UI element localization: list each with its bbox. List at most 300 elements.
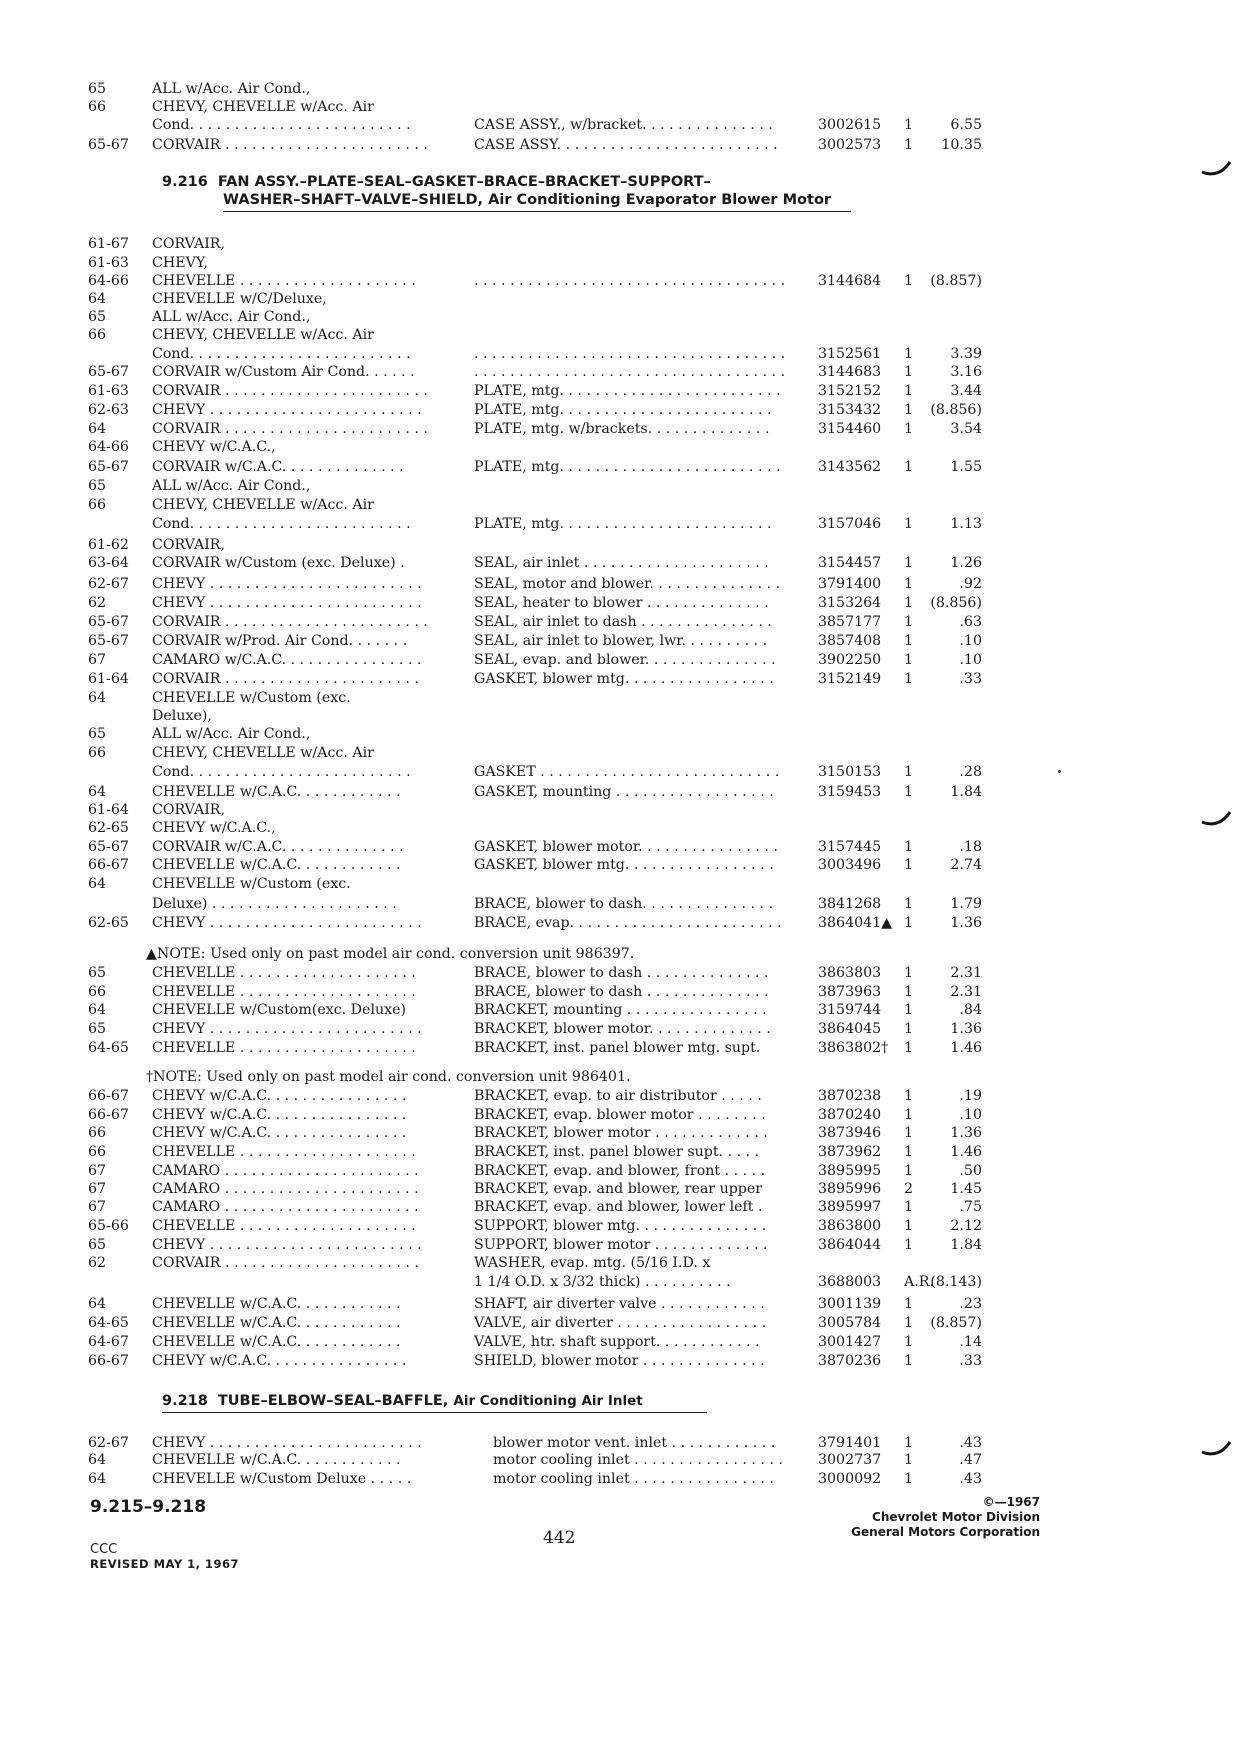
description-cell: PLATE, mtg. w/brackets. . . . . . . . . . . . . . — [474, 421, 770, 437]
quantity-cell: 1 — [904, 915, 914, 931]
model-cell: Cond. . . . . . . . . . . . . . . . . . . . . . . . . — [152, 346, 411, 362]
quantity-cell: 1 — [904, 137, 914, 153]
footer-ccc: CCC — [90, 1542, 118, 1557]
description-cell: WASHER, evap. mtg. (5/16 I.D. x — [474, 1255, 711, 1271]
table-row — [0, 363, 1248, 381]
model-cell: CAMARO . . . . . . . . . . . . . . . . . . . . . . — [152, 1181, 419, 1197]
table-row — [0, 326, 1248, 344]
price-cell: 1.84 — [950, 1237, 982, 1253]
price-cell: .19 — [959, 1088, 982, 1104]
model-cell: CHEVELLE w/Custom (exc. — [152, 876, 351, 892]
quantity-cell: 1 — [904, 1452, 914, 1468]
model-cell: CHEVY w/C.A.C. . . . . . . . . . . . . . . . — [152, 1353, 407, 1369]
table-row — [0, 838, 1248, 856]
table-row — [0, 496, 1248, 514]
price-cell: .10 — [959, 652, 982, 668]
year-cell: 64-67 — [88, 1334, 129, 1350]
description-cell: . . . . . . . . . . . . . . . . . . . . . . . . . . . . . . . . . . . — [474, 364, 786, 380]
description-cell: BRACKET, evap. to air distributor . . . . . — [474, 1088, 762, 1104]
model-cell: CHEVY . . . . . . . . . . . . . . . . . . . . . . . . — [152, 595, 422, 611]
table-row — [0, 1039, 1248, 1057]
table-row — [0, 401, 1248, 419]
year-cell: 66 — [88, 745, 107, 761]
quantity-cell: A.R. — [904, 1274, 934, 1290]
table-row — [0, 80, 1248, 98]
margin-tick-mark — [1200, 810, 1232, 832]
quantity-cell: 1 — [904, 1040, 914, 1056]
part-number-cell: 3001427 — [818, 1334, 882, 1350]
description-cell: BRACKET, evap. and blower, front . . . . . — [474, 1163, 766, 1179]
description-cell: SHIELD, blower motor . . . . . . . . . . . . . . — [474, 1353, 765, 1369]
price-cell: 6.55 — [950, 117, 982, 133]
table-row — [0, 1333, 1248, 1351]
description-cell: BRACE, blower to dash. . . . . . . . . . . . . . . — [474, 896, 774, 912]
page-number: 442 — [543, 1528, 576, 1548]
price-cell: 10.35 — [941, 137, 982, 153]
table-row — [0, 1180, 1248, 1198]
year-cell: 61-63 — [88, 383, 129, 399]
part-number-cell: 3857177 — [818, 614, 882, 630]
model-cell: CHEVELLE w/C.A.C. . . . . . . . . . . . — [152, 1315, 401, 1331]
model-cell: CORVAIR . . . . . . . . . . . . . . . . . . . . . . . — [152, 421, 428, 437]
part-number-cell: 3864045 — [818, 1021, 882, 1037]
quantity-cell: 1 — [904, 1107, 914, 1123]
margin-tick-mark — [1200, 160, 1232, 182]
model-cell: CHEVELLE w/Custom(exc. Deluxe) — [152, 1002, 407, 1018]
year-cell: 62-63 — [88, 402, 129, 418]
table-row — [0, 1236, 1248, 1254]
year-cell: 64 — [88, 1471, 107, 1487]
section-heading-9216-line2 — [223, 192, 831, 208]
model-cell: CORVAIR . . . . . . . . . . . . . . . . . . . . . . . — [152, 383, 428, 399]
model-cell: CHEVELLE . . . . . . . . . . . . . . . . . . . . — [152, 965, 416, 981]
part-number-cell: 3000092 — [818, 1471, 882, 1487]
table-row — [0, 477, 1248, 495]
description-cell: SEAL, air inlet to dash . . . . . . . . . . . . . . . — [474, 614, 772, 630]
description-cell: SHAFT, air diverter valve . . . . . . . . . . . . — [474, 1296, 765, 1312]
model-cell: ALL w/Acc. Air Cond., — [152, 81, 311, 97]
section-subtitle: Air Conditioning Air Inlet — [453, 1393, 643, 1409]
price-cell: .33 — [959, 671, 982, 687]
table-row — [0, 1451, 1248, 1469]
table-row — [0, 895, 1248, 913]
description-cell: CASE ASSY. . . . . . . . . . . . . . . . . . . . . . . . . — [474, 137, 778, 153]
table-row — [0, 1106, 1248, 1124]
part-number-cell: 3895995 — [818, 1163, 882, 1179]
table-row — [0, 689, 1248, 707]
table-row — [0, 1020, 1248, 1038]
table-row — [0, 536, 1248, 554]
model-cell: CORVAIR w/Custom Air Cond. . . . . . — [152, 364, 415, 380]
quantity-cell: 1 — [904, 364, 914, 380]
description-cell: SEAL, motor and blower. . . . . . . . . . . . . . . — [474, 576, 781, 592]
section-underline — [162, 1412, 707, 1413]
table-row — [0, 613, 1248, 631]
quantity-cell: 1 — [904, 984, 914, 1000]
price-cell: .10 — [959, 633, 982, 649]
part-number-cell: 3144683 — [818, 364, 882, 380]
part-number-cell: 3159453 — [818, 784, 882, 800]
section-subtitle: Air Conditioning Evaporator Blower Motor — [488, 192, 832, 208]
part-number-cell: 3870236 — [818, 1353, 882, 1369]
model-cell: CHEVELLE . . . . . . . . . . . . . . . . . . . . — [152, 1218, 416, 1234]
year-cell: 64 — [88, 291, 107, 307]
description-cell: SEAL, air inlet to blower, lwr. . . . . . . . . . — [474, 633, 768, 649]
model-cell: CHEVELLE . . . . . . . . . . . . . . . . . . . . — [152, 1040, 416, 1056]
table-row — [0, 1162, 1248, 1180]
model-cell: CORVAIR w/Prod. Air Cond. . . . . . . — [152, 633, 408, 649]
part-number-cell: 3002615 — [818, 117, 882, 133]
model-cell: Cond. . . . . . . . . . . . . . . . . . . . . . . . . — [152, 516, 411, 532]
year-cell: 65-67 — [88, 459, 129, 475]
part-number-cell: 3873946 — [818, 1125, 882, 1141]
table-row — [0, 1254, 1248, 1272]
description-cell: BRACKET, evap. blower motor . . . . . . . . — [474, 1107, 766, 1123]
year-cell: 64 — [88, 421, 107, 437]
description-cell: SEAL, evap. and blower. . . . . . . . . . . . . . . — [474, 652, 776, 668]
table-row — [0, 875, 1248, 893]
part-number-cell: 3864041▲ — [818, 915, 893, 931]
price-cell: .14 — [959, 1334, 982, 1350]
year-cell: 64-65 — [88, 1315, 129, 1331]
model-cell: ALL w/Acc. Air Cond., — [152, 478, 311, 494]
price-cell: (8.856) — [930, 402, 982, 418]
margin-tick-mark — [1200, 1440, 1232, 1462]
year-cell: 65 — [88, 726, 107, 742]
part-number-cell: 3001139 — [818, 1296, 882, 1312]
price-cell: 2.31 — [950, 984, 982, 1000]
price-cell: 1.45 — [950, 1181, 982, 1197]
part-number-cell: 3863803 — [818, 965, 882, 981]
price-cell: .23 — [959, 1296, 982, 1312]
table-row — [0, 116, 1248, 134]
model-cell: CORVAIR, — [152, 537, 225, 553]
quantity-cell: 1 — [904, 383, 914, 399]
part-number-cell: 3157046 — [818, 516, 882, 532]
year-cell: 61-67 — [88, 236, 129, 252]
part-number-cell: 3791400 — [818, 576, 882, 592]
table-row — [0, 575, 1248, 593]
price-cell: (8.857) — [930, 1315, 982, 1331]
table-row — [0, 554, 1248, 572]
price-cell: 1.79 — [950, 896, 982, 912]
model-cell: Deluxe), — [152, 708, 212, 724]
description-cell: BRACE, blower to dash . . . . . . . . . . . . . . — [474, 965, 769, 981]
quantity-cell: 1 — [904, 1334, 914, 1350]
model-cell: CHEVY, CHEVELLE w/Acc. Air — [152, 745, 374, 761]
table-row — [0, 1087, 1248, 1105]
year-cell: 66 — [88, 1144, 107, 1160]
description-cell: BRACKET, evap. and blower, lower left . — [474, 1199, 763, 1215]
footnote-triangle: ▲NOTE: Used only on past model air cond. conversion unit 986397. — [146, 946, 635, 962]
model-cell: CHEVY w/C.A.C., — [152, 820, 276, 836]
price-cell: .43 — [959, 1471, 982, 1487]
part-number-cell: 3002573 — [818, 137, 882, 153]
part-number-cell: 3841268 — [818, 896, 882, 912]
copyright: ©—1967 — [982, 1495, 1040, 1509]
table-row — [0, 1434, 1248, 1452]
quantity-cell: 1 — [904, 671, 914, 687]
price-cell: .63 — [959, 614, 982, 630]
table-row — [0, 819, 1248, 837]
description-cell: BRACKET, blower motor. . . . . . . . . . . . . . — [474, 1021, 771, 1037]
table-row — [0, 1470, 1248, 1488]
section-title-line2: WASHER–SHAFT–VALVE–SHIELD, — [223, 192, 484, 208]
table-row — [0, 1314, 1248, 1332]
scan-speck — [1058, 770, 1061, 773]
part-number-cell: 3864044 — [818, 1237, 882, 1253]
model-cell: CHEVY w/C.A.C. . . . . . . . . . . . . . . . — [152, 1088, 407, 1104]
table-row — [0, 1295, 1248, 1313]
year-cell: 64 — [88, 1452, 107, 1468]
price-cell: .43 — [959, 1435, 982, 1451]
quantity-cell: 1 — [904, 614, 914, 630]
section-code: 9.216 — [162, 174, 208, 190]
year-cell: 67 — [88, 652, 107, 668]
quantity-cell: 1 — [904, 576, 914, 592]
year-cell: 64 — [88, 1296, 107, 1312]
quantity-cell: 1 — [904, 346, 914, 362]
year-cell: 62-65 — [88, 915, 129, 931]
description-cell: motor cooling inlet . . . . . . . . . . . . . . . . — [493, 1471, 774, 1487]
description-cell: . . . . . . . . . . . . . . . . . . . . . . . . . . . . . . . . . . . — [474, 346, 786, 362]
quantity-cell: 1 — [904, 633, 914, 649]
year-cell: 62-67 — [88, 576, 129, 592]
quantity-cell: 1 — [904, 1021, 914, 1037]
part-number-cell: 3688003 — [818, 1274, 882, 1290]
section-underline — [223, 211, 851, 212]
year-cell: 64 — [88, 1002, 107, 1018]
model-cell: CORVAIR . . . . . . . . . . . . . . . . . . . . . . — [152, 1255, 419, 1271]
price-cell: 3.39 — [950, 346, 982, 362]
quantity-cell: 1 — [904, 764, 914, 780]
model-cell: CHEVELLE w/C.A.C. . . . . . . . . . . . — [152, 1296, 401, 1312]
part-number-cell: 3152152 — [818, 383, 882, 399]
model-cell: CHEVY . . . . . . . . . . . . . . . . . . . . . . . . — [152, 576, 422, 592]
quantity-cell: 2 — [904, 1181, 914, 1197]
table-row — [0, 438, 1248, 456]
description-cell: SEAL, heater to blower . . . . . . . . . . . . . . — [474, 595, 769, 611]
quantity-cell: 1 — [904, 857, 914, 873]
quantity-cell: 1 — [904, 402, 914, 418]
model-cell: CHEVELLE w/Custom (exc. — [152, 690, 351, 706]
quantity-cell: 1 — [904, 1315, 914, 1331]
year-cell: 61-63 — [88, 255, 129, 271]
part-number-cell: 3863802† — [818, 1040, 889, 1056]
table-row — [0, 136, 1248, 154]
description-cell: blower motor vent. inlet . . . . . . . . . . . . — [493, 1435, 776, 1451]
price-cell: 1.36 — [950, 1125, 982, 1141]
model-cell: CORVAIR w/C.A.C. . . . . . . . . . . . . . — [152, 459, 404, 475]
part-number-cell: 3153264 — [818, 595, 882, 611]
part-number-cell: 3152561 — [818, 346, 882, 362]
table-row — [0, 783, 1248, 801]
model-cell: CHEVELLE w/C.A.C. . . . . . . . . . . . — [152, 1334, 401, 1350]
description-cell: SEAL, air inlet . . . . . . . . . . . . . . . . . . . . . — [474, 555, 769, 571]
quantity-cell: 1 — [904, 273, 914, 289]
description-cell: PLATE, mtg. . . . . . . . . . . . . . . . . . . . . . . . . — [474, 383, 781, 399]
model-cell: ALL w/Acc. Air Cond., — [152, 726, 311, 742]
part-number-cell: 3791401 — [818, 1435, 882, 1451]
description-cell: VALVE, air diverter . . . . . . . . . . . . . . . . . — [474, 1315, 767, 1331]
year-cell: 66 — [88, 99, 107, 115]
model-cell: Cond. . . . . . . . . . . . . . . . . . . . . . . . . — [152, 764, 411, 780]
part-number-cell: 3005784 — [818, 1315, 882, 1331]
year-cell: 61-62 — [88, 537, 129, 553]
table-row — [0, 458, 1248, 476]
quantity-cell: 1 — [904, 784, 914, 800]
year-cell: 65-66 — [88, 1218, 129, 1234]
year-cell: 61-64 — [88, 671, 129, 687]
year-cell: 64-66 — [88, 273, 129, 289]
part-number-cell: 3157445 — [818, 839, 882, 855]
table-row — [0, 235, 1248, 253]
description-cell: GASKET, blower mtg. . . . . . . . . . . . . . . . . — [474, 671, 774, 687]
model-cell: CHEVELLE . . . . . . . . . . . . . . . . . . . . — [152, 984, 416, 1000]
table-row — [0, 1273, 1248, 1291]
year-cell: 66-67 — [88, 1353, 129, 1369]
table-row — [0, 983, 1248, 1001]
year-cell: 66 — [88, 1125, 107, 1141]
year-cell: 65-67 — [88, 364, 129, 380]
price-cell: 1.13 — [950, 516, 982, 532]
price-cell: 2.31 — [950, 965, 982, 981]
price-cell: 1.36 — [950, 915, 982, 931]
description-cell: BRACKET, evap. and blower, rear upper — [474, 1181, 763, 1197]
quantity-cell: 1 — [904, 1144, 914, 1160]
description-cell: PLATE, mtg. . . . . . . . . . . . . . . . . . . . . . . . — [474, 516, 772, 532]
description-cell: PLATE, mtg. . . . . . . . . . . . . . . . . . . . . . . . — [474, 402, 772, 418]
table-row — [0, 707, 1248, 725]
price-cell: .50 — [959, 1163, 982, 1179]
model-cell: CHEVY, — [152, 255, 208, 271]
year-cell: 65 — [88, 309, 107, 325]
year-cell: 64 — [88, 690, 107, 706]
year-cell: 65-67 — [88, 839, 129, 855]
description-cell: VALVE, htr. shaft support. . . . . . . . . . . . — [474, 1334, 760, 1350]
table-row — [0, 1352, 1248, 1370]
year-cell: 65 — [88, 965, 107, 981]
model-cell: CHEVY w/C.A.C., — [152, 439, 276, 455]
quantity-cell: 1 — [904, 1237, 914, 1253]
model-cell: CAMARO . . . . . . . . . . . . . . . . . . . . . . — [152, 1163, 419, 1179]
year-cell: 67 — [88, 1199, 107, 1215]
year-cell: 65 — [88, 1237, 107, 1253]
price-cell: 1.46 — [950, 1040, 982, 1056]
quantity-cell: 1 — [904, 1353, 914, 1369]
part-number-cell: 3870238 — [818, 1088, 882, 1104]
part-number-cell: 3154457 — [818, 555, 882, 571]
model-cell: CORVAIR, — [152, 802, 225, 818]
model-cell: CORVAIR . . . . . . . . . . . . . . . . . . . . . . . — [152, 137, 428, 153]
price-cell: 1.26 — [950, 555, 982, 571]
part-number-cell: 3863800 — [818, 1218, 882, 1234]
model-cell: CHEVY w/C.A.C. . . . . . . . . . . . . . . . — [152, 1107, 407, 1123]
year-cell: 62-67 — [88, 1435, 129, 1451]
model-cell: CHEVELLE w/C/Deluxe, — [152, 291, 327, 307]
model-cell: CORVAIR w/C.A.C. . . . . . . . . . . . . . — [152, 839, 404, 855]
part-number-cell: 3857408 — [818, 633, 882, 649]
description-cell: GASKET . . . . . . . . . . . . . . . . . . . . . . . . . . . — [474, 764, 780, 780]
table-row — [0, 744, 1248, 762]
price-cell: .10 — [959, 1107, 982, 1123]
price-cell: 3.44 — [950, 383, 982, 399]
table-row — [0, 594, 1248, 612]
part-number-cell: 3902250 — [818, 652, 882, 668]
part-number-cell: 3143562 — [818, 459, 882, 475]
description-cell: GASKET, blower motor. . . . . . . . . . . . . . . . — [474, 839, 778, 855]
table-row — [0, 856, 1248, 874]
model-cell: CHEVY . . . . . . . . . . . . . . . . . . . . . . . . — [152, 1435, 422, 1451]
part-number-cell: 3003496 — [818, 857, 882, 873]
model-cell: CHEVY . . . . . . . . . . . . . . . . . . . . . . . . — [152, 1237, 422, 1253]
year-cell: 67 — [88, 1163, 107, 1179]
year-cell: 65 — [88, 478, 107, 494]
part-number-cell: 3002737 — [818, 1452, 882, 1468]
table-row — [0, 725, 1248, 743]
description-cell: CASE ASSY., w/bracket. . . . . . . . . . . . . . . — [474, 117, 773, 133]
table-row — [0, 651, 1248, 669]
price-cell: (8.857) — [930, 273, 982, 289]
price-cell: .47 — [959, 1452, 982, 1468]
description-cell: SUPPORT, blower motor . . . . . . . . . . . . . — [474, 1237, 768, 1253]
table-row — [0, 1217, 1248, 1235]
model-cell: CHEVY, CHEVELLE w/Acc. Air — [152, 497, 374, 513]
model-cell: CHEVY w/C.A.C. . . . . . . . . . . . . . . . — [152, 1125, 407, 1141]
part-number-cell: 3895996 — [818, 1181, 882, 1197]
description-cell: BRACKET, inst. panel blower mtg. supt. — [474, 1040, 761, 1056]
quantity-cell: 1 — [904, 117, 914, 133]
quantity-cell: 1 — [904, 896, 914, 912]
table-row — [0, 272, 1248, 290]
description-cell: motor cooling inlet . . . . . . . . . . . . . . . . . — [493, 1452, 784, 1468]
year-cell: 67 — [88, 1181, 107, 1197]
section-title-line1: FAN ASSY.–PLATE–SEAL–GASKET–BRACE–BRACKET–SUPPORT– — [217, 174, 711, 190]
table-row — [0, 1143, 1248, 1161]
model-cell: CHEVY, CHEVELLE w/Acc. Air — [152, 327, 374, 343]
price-cell: 2.12 — [950, 1218, 982, 1234]
quantity-cell: 1 — [904, 1199, 914, 1215]
model-cell: CHEVELLE . . . . . . . . . . . . . . . . . . . . — [152, 1144, 416, 1160]
year-cell: 66-67 — [88, 1107, 129, 1123]
quantity-cell: 1 — [904, 965, 914, 981]
price-cell: .33 — [959, 1353, 982, 1369]
description-cell: . . . . . . . . . . . . . . . . . . . . . . . . . . . . . . . . . . . — [474, 273, 786, 289]
model-cell: CHEVELLE . . . . . . . . . . . . . . . . . . . . — [152, 273, 416, 289]
section-heading-9218 — [162, 1393, 643, 1409]
quantity-cell: 1 — [904, 839, 914, 855]
year-cell: 66 — [88, 327, 107, 343]
quantity-cell: 1 — [904, 1163, 914, 1179]
price-cell: .28 — [959, 764, 982, 780]
footer-publisher — [851, 1495, 1040, 1540]
description-cell: PLATE, mtg. . . . . . . . . . . . . . . . . . . . . . . . . — [474, 459, 781, 475]
description-cell: 1 1/4 O.D. x 3/32 thick) . . . . . . . . . . — [474, 1274, 731, 1290]
price-cell: 2.74 — [950, 857, 982, 873]
quantity-cell: 1 — [904, 595, 914, 611]
price-cell: (8.856) — [930, 595, 982, 611]
model-cell: CORVAIR, — [152, 236, 225, 252]
price-cell: 1.55 — [950, 459, 982, 475]
model-cell: Deluxe) . . . . . . . . . . . . . . . . . . . . . — [152, 896, 397, 912]
year-cell: 62 — [88, 595, 107, 611]
description-cell: BRACKET, mounting . . . . . . . . . . . . . . . . — [474, 1002, 767, 1018]
model-cell: CAMARO . . . . . . . . . . . . . . . . . . . . . . — [152, 1199, 419, 1215]
price-cell: (8.143) — [930, 1274, 982, 1290]
quantity-cell: 1 — [904, 1435, 914, 1451]
year-cell: 62 — [88, 1255, 107, 1271]
quantity-cell: 1 — [904, 1088, 914, 1104]
